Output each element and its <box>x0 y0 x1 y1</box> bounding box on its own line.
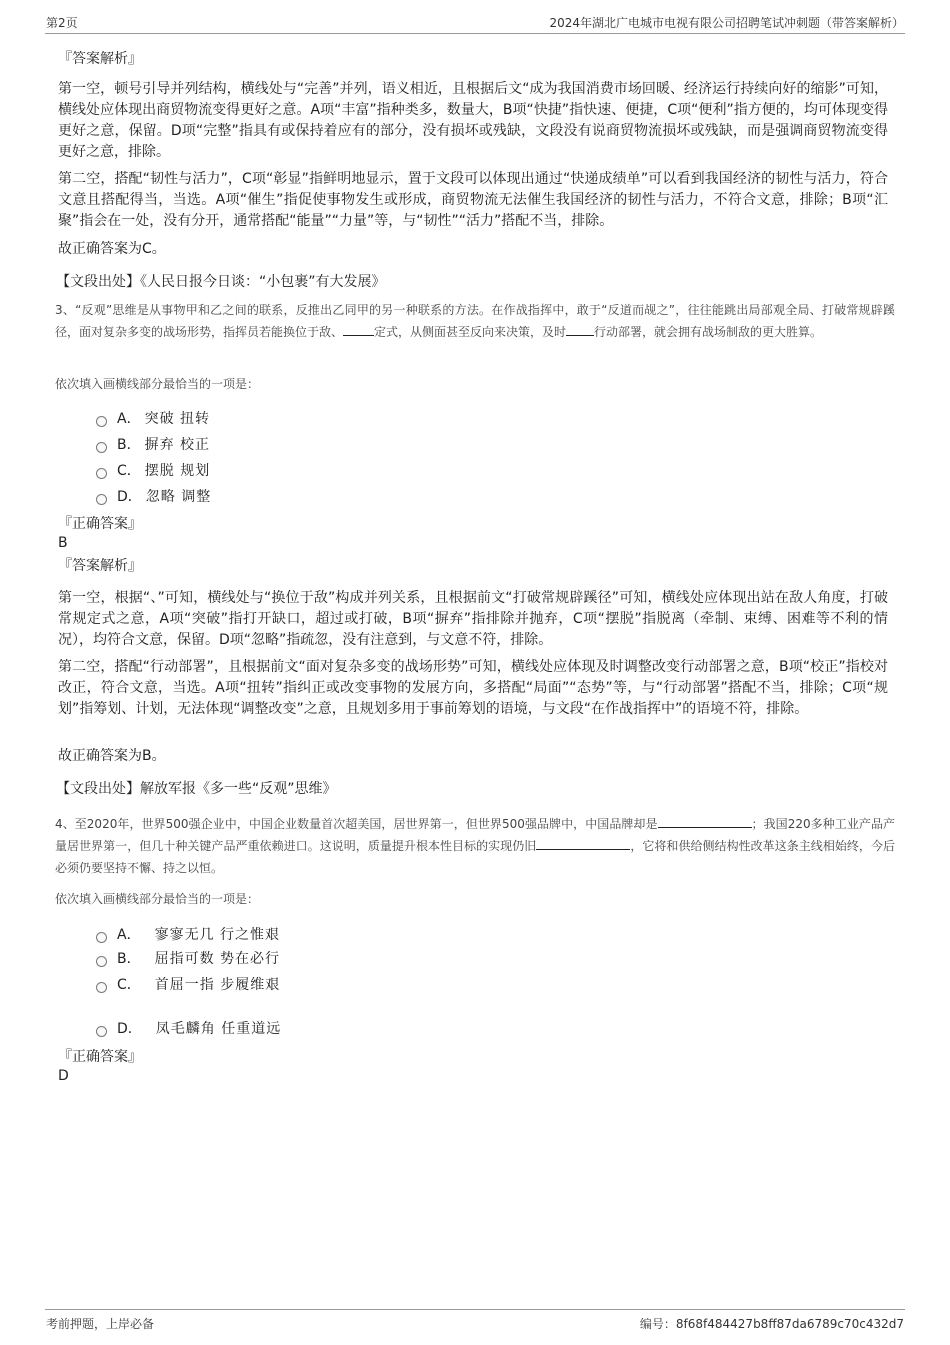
footer-divider <box>45 1309 905 1310</box>
footer-code-value: 8f68f484427b8ff87da6789c70c432d7 <box>675 1317 904 1331</box>
q3-analysis-para-2: 第二空，搭配“行动部署”，且根据前文“面对复杂多变的战场形势”可知，横线处应体现及时调整改变行动部署之意，B项“校正”指校对改正，符合文意，当选。A项“扭转”指纠正或改变事物的发展方向，多搭配“局面”“态势”等，与“行动部署”搭配不当，排除；C项“规划”指筹划、计划，无法体现“调整改变”之意，且规划多用于事前筹划的语境，与文段“在作战指挥中”的语境不符，排除。 <box>58 659 888 717</box>
q4-blank-1 <box>658 814 752 828</box>
q3-stem <box>55 299 895 343</box>
radio-icon[interactable] <box>96 1026 107 1037</box>
q3-blank-1 <box>343 322 374 336</box>
radio-icon[interactable] <box>96 416 107 427</box>
q3-stem-part-1: 3、“反观”思维是从事物甲和乙之间的联系，反推出乙同甲的另一种联系的方法。在作战指挥中，敢于“反道而觇之”，往往能跳出局部观全局、打破常规辟蹊径，面对复杂多变的战场形势，指挥员若能换位于敌、 <box>55 303 895 339</box>
page-number: 第2页 <box>46 16 78 30</box>
q3-correct-label: 『正确答案』 <box>58 516 142 532</box>
q4-stem <box>55 813 895 879</box>
q2-conclusion: 故正确答案为C。 <box>58 241 166 257</box>
q4-stem-part-1: 4、至2020年，世界500强企业中，中国企业数量首次超美国，居世界第一，但世界500强品牌中，中国品牌却是 <box>55 817 658 831</box>
q2-analysis-label: 『答案解析』 <box>58 51 142 67</box>
q3-source: 【文段出处】解放军报《多一些“反观”思维》 <box>56 781 337 797</box>
q4-stem-part-3: ，它将和供给侧结构性改革这条主线相始终，今后必须仍要坚持不懈、持之以恒。 <box>55 839 895 875</box>
footer-code <box>640 1315 904 1332</box>
q4-option-b[interactable]: B． 屈指可数 势在必行 <box>96 949 280 969</box>
q3-conclusion: 故正确答案为B。 <box>58 748 166 764</box>
q3-blank-2 <box>566 322 594 336</box>
q3-option-d[interactable]: D． 忽略 调整 <box>96 487 211 507</box>
q4-blank-2 <box>536 836 630 850</box>
radio-icon[interactable] <box>96 932 107 943</box>
q3-analysis-label: 『答案解析』 <box>58 558 142 574</box>
document-title: 2024年湖北广电城市电视有限公司招聘笔试冲刺题（带答案解析） <box>549 16 904 30</box>
radio-icon[interactable] <box>96 442 107 453</box>
q4-option-d[interactable]: D． 凤毛麟角 任重道远 <box>96 1019 281 1039</box>
q3-option-a[interactable]: A． 突破 扭转 <box>96 409 210 429</box>
radio-icon[interactable] <box>96 956 107 967</box>
q3-correct-answer: B <box>58 535 68 551</box>
q4-correct-label: 『正确答案』 <box>58 1049 142 1065</box>
q4-instruction: 依次填入画横线部分最恰当的一项是： <box>55 892 260 906</box>
radio-icon[interactable] <box>96 982 107 993</box>
q2-source: 【文段出处】《人民日报今日谈：“小包裹”有大发展》 <box>56 274 386 290</box>
q3-stem-part-2: 定式，从侧面甚至反向来决策，及时 <box>374 325 567 339</box>
radio-icon[interactable] <box>96 468 107 479</box>
footer-code-label: 编号： <box>639 1317 676 1331</box>
footer-slogan: 考前押题，上岸必备 <box>46 1317 155 1331</box>
q3-stem-part-3: 行动部署，就会拥有战场制敌的更大胜算。 <box>594 325 823 339</box>
header-divider <box>45 33 905 34</box>
q2-analysis-para-1: 第一空，顿号引导并列结构，横线处与“完善”并列，语义相近，且根据后文“成为我国消费市场回暖、经济运行持续向好的缩影”可知，横线处应体现出商贸物流变得更好之意。A项“丰富”指种类多，数量大，B项“快捷”指快速、便捷，C项“便利”指方便的，均可体现变得更好之意，保留。D项“完整”指具有或保持着应有的部分，没有损坏或残缺，文段没有说商贸物流损坏或残缺，而是强调商贸物流变得更好之意，排除。 <box>58 81 888 160</box>
q2-analysis-para-2: 第二空，搭配“韧性与活力”，C项“彰显”指鲜明地显示，置于文段可以体现出通过“快递成绩单”可以看到我国经济的韧性与活力，符合文意且搭配得当，当选。A项“催生”指促使事物发生或形成，商贸物流无法催生我国经济的韧性与活力，不符合文意，排除；B项“汇聚”指会在一处，没有分开，通常搭配“能量”“力量”等，与“韧性”“活力”搭配不当，排除。 <box>58 171 888 229</box>
q4-correct-answer: D <box>58 1068 69 1084</box>
radio-icon[interactable] <box>96 494 107 505</box>
q3-option-c[interactable]: C． 摆脱 规划 <box>96 461 210 481</box>
q3-instruction: 依次填入画横线部分最恰当的一项是： <box>55 377 260 391</box>
q4-option-c[interactable]: C． 首屈一指 步履维艰 <box>96 975 280 995</box>
q4-stem-part-2: ；我国220多种工业产品产量居世界第一，但几十种关键产品严重依赖进口。这说明，质量提升根本性目标的实现仍旧 <box>55 817 895 853</box>
q3-option-b[interactable]: B． 摒弃 校正 <box>96 435 210 455</box>
q3-analysis-para-1: 第一空，根据“、”可知，横线处与“换位于敌”构成并列关系，且根据前文“打破常规辟蹊径”可知，横线处应体现出站在敌人角度，打破常规定式之意，A项“突破”指打开缺口，超过或打破，B项“摒弃”指排除并抛弃，C项“摆脱”指脱离（牵制、束缚、困难等不利的情况），均符合文意，保留。D项“忽略”指疏忽，没有注意到，与文意不符，排除。 <box>58 590 888 648</box>
q4-option-a[interactable]: A． 寥寥无几 行之惟艰 <box>96 925 280 945</box>
